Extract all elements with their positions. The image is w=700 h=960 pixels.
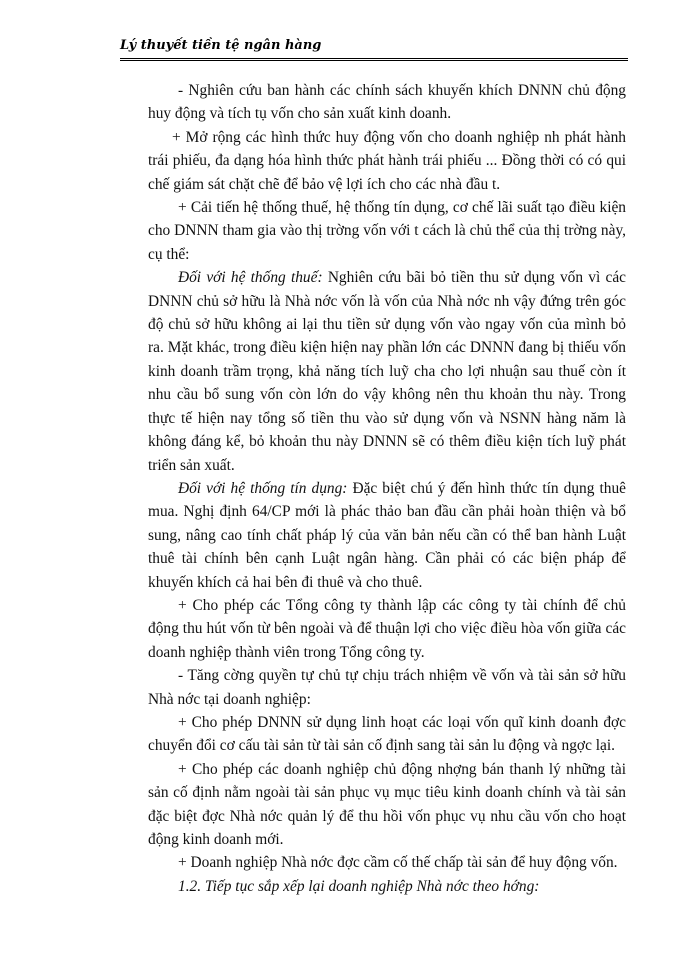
- document-body: [148, 79, 626, 898]
- paragraph: + Cải tiến hệ thống thuế, hệ thống tín dụng, cơ chế lãi suất tạo điều kiện cho DNNN tham gia vào thị trờng vốn với t cách là chủ thể của thị trờng này, cụ thể:: [148, 199, 626, 263]
- header-rule: [120, 58, 628, 61]
- paragraph-text: Nghiên cứu bãi bỏ tiền thu sử dụng vốn vì các DNNN chủ sở hữu là Nhà nớc vốn là vốn của Nhà nớc nh vậy đứng trên góc độ chủ sở hữu không ai lại thu tiền sử dụng vốn vào ngay vốn của mình bỏ ra. Mặt khác, trong điều kiện hiện nay phần lớn các DNNN đang bị thiếu vốn kinh doanh trầm trọng, khả năng tích luỹ cha cho lợi nhuận sau thuế còn ít nhu cầu bổ sung vốn còn lớn do vậy không nên thu khoản thu này. Trong thực tế hiện nay tổng số tiền thu vào sử dụng vốn và NSNN hàng năm là không đáng kể, bỏ khoản thu này DNNN sẽ có thêm điều kiện tích luỹ phát triển sản xuất.: [148, 269, 626, 474]
- paragraph: - Nghiên cứu ban hành các chính sách khuyến khích DNNN chủ động huy động và tích tụ vốn cho sản xuất kinh doanh.: [148, 82, 626, 123]
- paragraph-lead: Đối với hệ thống thuế:: [178, 269, 323, 287]
- paragraph-lead: Đối với hệ thống tín dụng:: [178, 479, 348, 497]
- paragraph: [148, 266, 626, 477]
- paragraph: + Cho phép các Tổng công ty thành lập các công ty tài chính để chủ động thu hút vốn từ bên ngoài và để thuận lợi cho việc điều hòa vốn giữa các doanh nghiệp thành viên trong Tổng công ty.: [148, 596, 626, 661]
- paragraph: [148, 477, 626, 594]
- paragraph: + Mở rộng các hình thức huy động vốn cho doanh nghiệp nh phát hành trái phiếu, đa dạng hóa hình thức phát hành trái phiếu ... Đồng thời có có qui chế giám sát chặt chẽ để bảo vệ lợi ích cho các nhà đầu t.: [148, 128, 626, 193]
- paragraph-text: Đặc biệt chú ý đến hình thức tín dụng thuê mua. Nghị định 64/CP mới là phác thảo ban đầu cần phải hoàn thiện và bổ sung, nâng cao tính chất pháp lý của văn bản nếu cần có thể ban hành Luật thuê tài chính bên cạnh Luật ngân hàng. Cần phải có các biện pháp để khuyến khích cả hai bên đi thuê và cho thuê.: [148, 479, 626, 591]
- section-heading: 1.2. Tiếp tục sắp xếp lại doanh nghiệp Nhà nớc theo hớng:: [178, 877, 540, 895]
- running-header: Lý thuyết tiền tệ ngân hàng: [120, 38, 322, 53]
- paragraph: + Doanh nghiệp Nhà nớc đợc cầm cố thế chấp tài sản để huy động vốn.: [178, 854, 618, 872]
- paragraph: - Tăng cờng quyền tự chủ tự chịu trách nhiệm về vốn và tài sản sở hữu Nhà nớc tại doanh nghiệp:: [148, 667, 626, 708]
- paragraph: + Cho phép DNNN sử dụng linh hoạt các loại vốn quĩ kinh doanh đợc chuyển đổi cơ cấu tài sản từ tài sản cố định sang tài sản lu động và ngợc lại.: [148, 713, 626, 755]
- paragraph: + Cho phép các doanh nghiệp chủ động nhợng bán thanh lý những tài sản cố định nằm ngoài tài sản phục vụ mục tiêu kinh doanh chính và tài sản đặc biệt đợc Nhà nớc quản lý để thu hồi vốn phục vụ nhu cầu vốn cho hoạt động kinh doanh mới.: [148, 760, 626, 848]
